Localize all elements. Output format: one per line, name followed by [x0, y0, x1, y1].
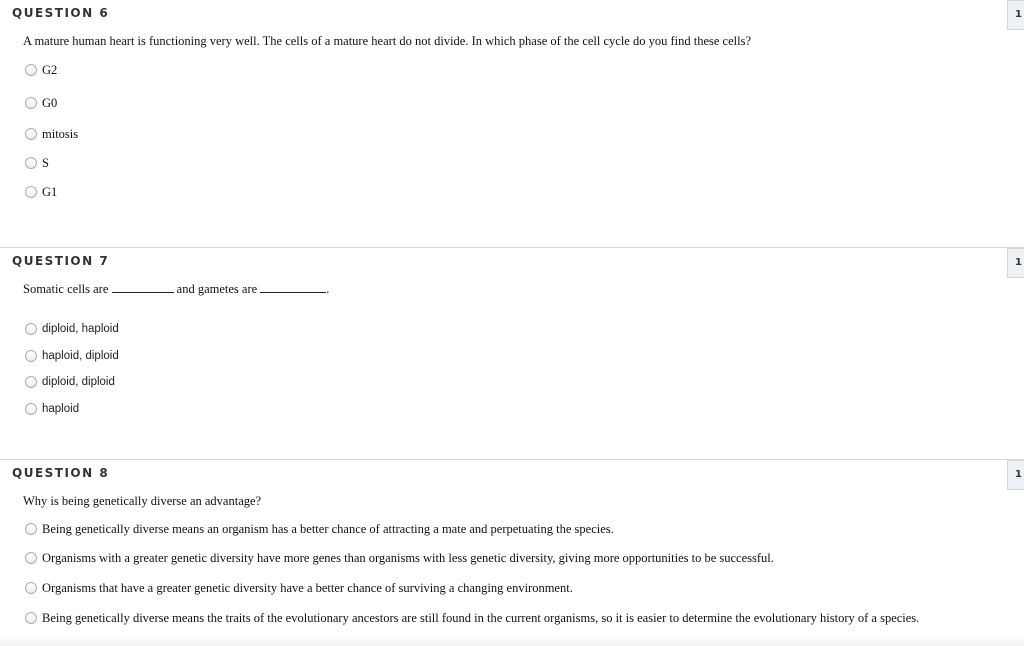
q7-option-3[interactable]	[25, 374, 115, 390]
q6-option-1[interactable]	[25, 62, 57, 78]
radio-button[interactable]	[25, 64, 37, 76]
question-7-points: 1	[1007, 248, 1024, 278]
q8-option-3[interactable]	[25, 580, 573, 596]
q8-option-1[interactable]	[25, 521, 614, 537]
option-label: Organisms that have a greater genetic diversity have a better chance of surviving a changing environment.	[42, 580, 573, 595]
option-label: mitosis	[42, 126, 79, 141]
radio-button[interactable]	[25, 612, 37, 624]
question-7-text-part1: Somatic cells are	[23, 282, 109, 296]
radio-button[interactable]	[25, 376, 37, 388]
radio-button[interactable]	[25, 128, 37, 140]
question-8-points: 1	[1007, 460, 1024, 490]
bottom-edge	[0, 636, 1024, 646]
question-7-text-end: .	[326, 282, 330, 296]
q6-option-4[interactable]	[25, 155, 49, 171]
q6-option-5[interactable]	[25, 184, 57, 200]
question-6-points: 1	[1007, 0, 1024, 30]
question-8-title: QUESTION 8	[12, 466, 110, 480]
q8-option-2[interactable]	[25, 550, 774, 566]
radio-button[interactable]	[25, 523, 37, 535]
question-8-text: Why is being genetically diverse an advantage?	[23, 494, 262, 508]
option-label: diploid, haploid	[42, 323, 119, 335]
option-label: G2	[42, 62, 58, 77]
q7-option-1[interactable]	[25, 321, 119, 337]
q6-option-3[interactable]	[25, 126, 78, 142]
option-label: Organisms with a greater genetic diversity have more genes than organisms with less genetic diversity, giving more opportunities to be successful.	[42, 550, 774, 565]
radio-button[interactable]	[25, 350, 37, 362]
radio-button[interactable]	[25, 97, 37, 109]
q7-option-2[interactable]	[25, 348, 119, 364]
question-6-text: A mature human heart is functioning very well. The cells of a mature heart do not divide. In which phase of the cell cycle do you find these cells?	[23, 34, 752, 48]
radio-button[interactable]	[25, 186, 37, 198]
question-divider	[0, 247, 1024, 248]
question-6-title: QUESTION 6	[12, 6, 110, 20]
answer-blank	[112, 282, 174, 293]
option-label: haploid, diploid	[42, 350, 119, 362]
option-label: G0	[42, 95, 58, 110]
question-7-title: QUESTION 7	[12, 254, 110, 268]
radio-button[interactable]	[25, 403, 37, 415]
option-label: Being genetically diverse means the traits of the evolutionary ancestors are still found in the current organisms, so it is easier to determine the evolutionary history of a species.	[42, 610, 920, 625]
q8-option-4[interactable]	[25, 610, 919, 626]
question-7-text-part2: and gametes are	[176, 282, 258, 296]
radio-button[interactable]	[25, 157, 37, 169]
answer-blank	[260, 282, 326, 293]
option-label: Being genetically diverse means an organism has a better chance of attracting a mate and perpetuating the species.	[42, 521, 614, 536]
question-divider	[0, 459, 1024, 460]
radio-button[interactable]	[25, 552, 37, 564]
q7-option-4[interactable]	[25, 401, 79, 417]
q6-option-2[interactable]	[25, 95, 57, 111]
option-label: diploid, diploid	[42, 376, 115, 388]
radio-button[interactable]	[25, 323, 37, 335]
option-label: G1	[42, 184, 58, 199]
option-label: S	[42, 155, 49, 170]
radio-button[interactable]	[25, 582, 37, 594]
question-7-text	[23, 282, 329, 297]
option-label: haploid	[42, 403, 80, 415]
